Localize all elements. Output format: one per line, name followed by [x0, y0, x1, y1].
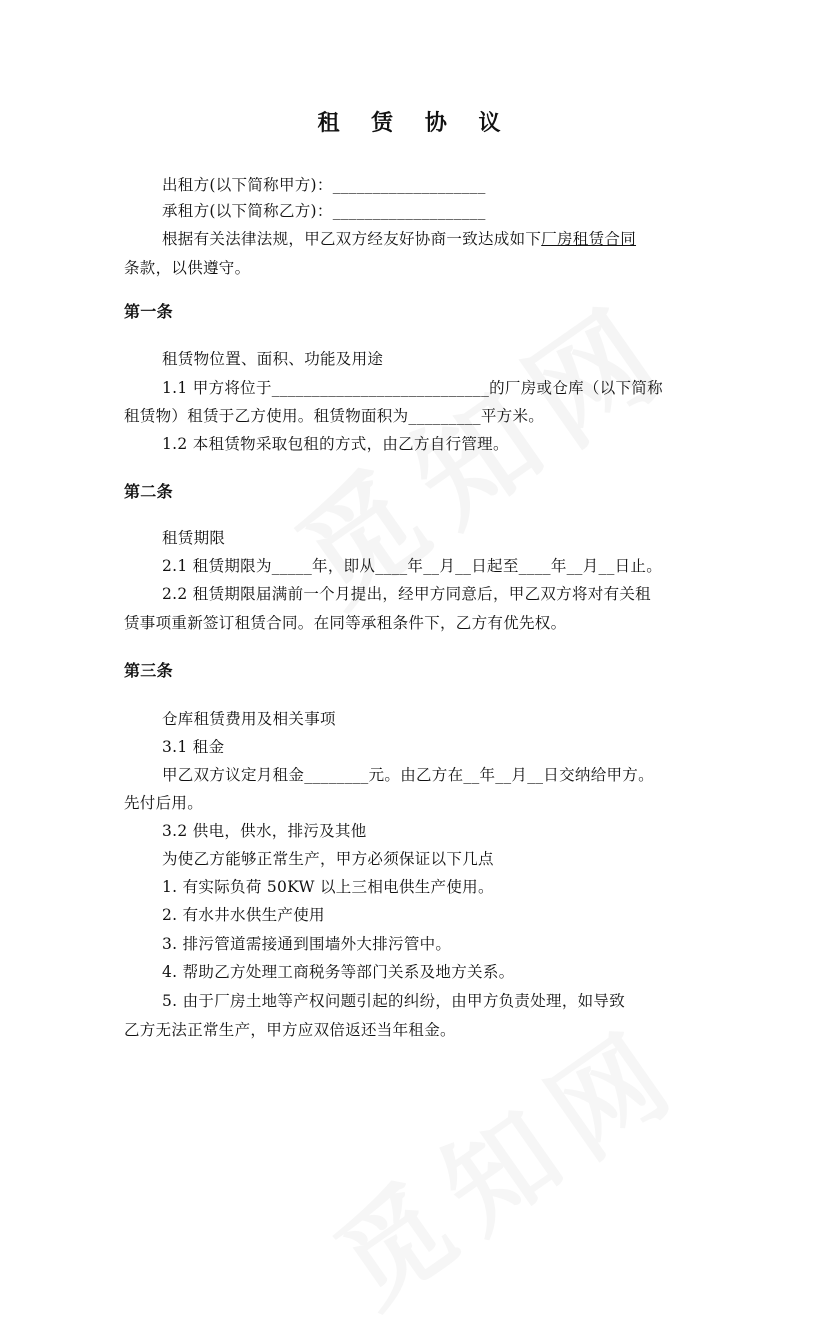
- list-item: 5. 由于厂房土地等产权问题引起的纠纷，由甲方负责处理，如导致: [162, 992, 626, 1010]
- article-3-heading: 第三条: [124, 661, 173, 680]
- clause-3-1-line-2: 先付后用。: [124, 794, 204, 812]
- clause-2-2-line-1: 2.2 租赁期限届满前一个月提出，经甲方同意后，甲乙双方将对有关租: [162, 585, 651, 603]
- lease-contract-link[interactable]: 厂房租赁合同: [541, 230, 637, 248]
- article-2-heading: 第二条: [124, 482, 173, 501]
- clause-3-2-title: 3.2 供电，供水，排污及其他: [162, 822, 367, 840]
- clause-2-2-line-2: 赁事项重新签订租赁合同。在同等承租条件下，乙方有优先权。: [124, 614, 567, 632]
- article-3-subtitle: 仓库租赁费用及相关事项: [162, 710, 336, 728]
- lessor-line: 出租方(以下简称甲方)：___________________: [162, 176, 486, 194]
- clause-1-1-line-2: 租赁物）租赁于乙方使用。租赁物面积为_________平方米。: [124, 407, 545, 425]
- article-2-subtitle: 租赁期限: [162, 529, 226, 547]
- document-title: 租 赁 协 议: [317, 110, 513, 136]
- clause-3-2-intro: 为使乙方能够正常生产，甲方必须保证以下几点: [162, 850, 494, 868]
- lessee-line: 承租方(以下简称乙方)：___________________: [162, 202, 486, 220]
- list-item: 4. 帮助乙方处理工商税务等部门关系及地方关系。: [162, 963, 515, 981]
- intro-text: 根据有关法律法规，甲乙双方经友好协商一致达成如下: [162, 230, 542, 248]
- list-item: 1. 有实际负荷 50KW 以上三相电供生产使用。: [162, 878, 494, 896]
- article-1-subtitle: 租赁物位置、面积、功能及用途: [162, 350, 384, 368]
- clause-2-1: 2.1 租赁期限为_____年，即从____年__月__日起至____年__月__日止。: [162, 557, 663, 575]
- clause-1-2: 1.2 本租赁物采取包租的方式，由乙方自行管理。: [162, 435, 509, 453]
- article-1-heading: 第一条: [124, 302, 173, 321]
- list-item: 3. 排污管道需接通到围墙外大排污管中。: [162, 935, 452, 953]
- clause-3-1-title: 3.1 租金: [162, 738, 225, 756]
- clause-3-1-line-1: 甲乙双方议定月租金________元。由乙方在__年__月__日交纳给甲方。: [162, 766, 654, 784]
- clause-1-1-line-1: 1.1 甲方将位于___________________________的厂房或仓库（以下简称: [162, 379, 663, 397]
- list-item-continuation: 乙方无法正常生产，甲方应双倍返还当年租金。: [124, 1021, 456, 1039]
- intro-line-1: [162, 229, 636, 249]
- list-item: 2. 有水井水供生产使用: [162, 906, 325, 924]
- intro-line-2: 条款，以供遵守。: [124, 259, 251, 277]
